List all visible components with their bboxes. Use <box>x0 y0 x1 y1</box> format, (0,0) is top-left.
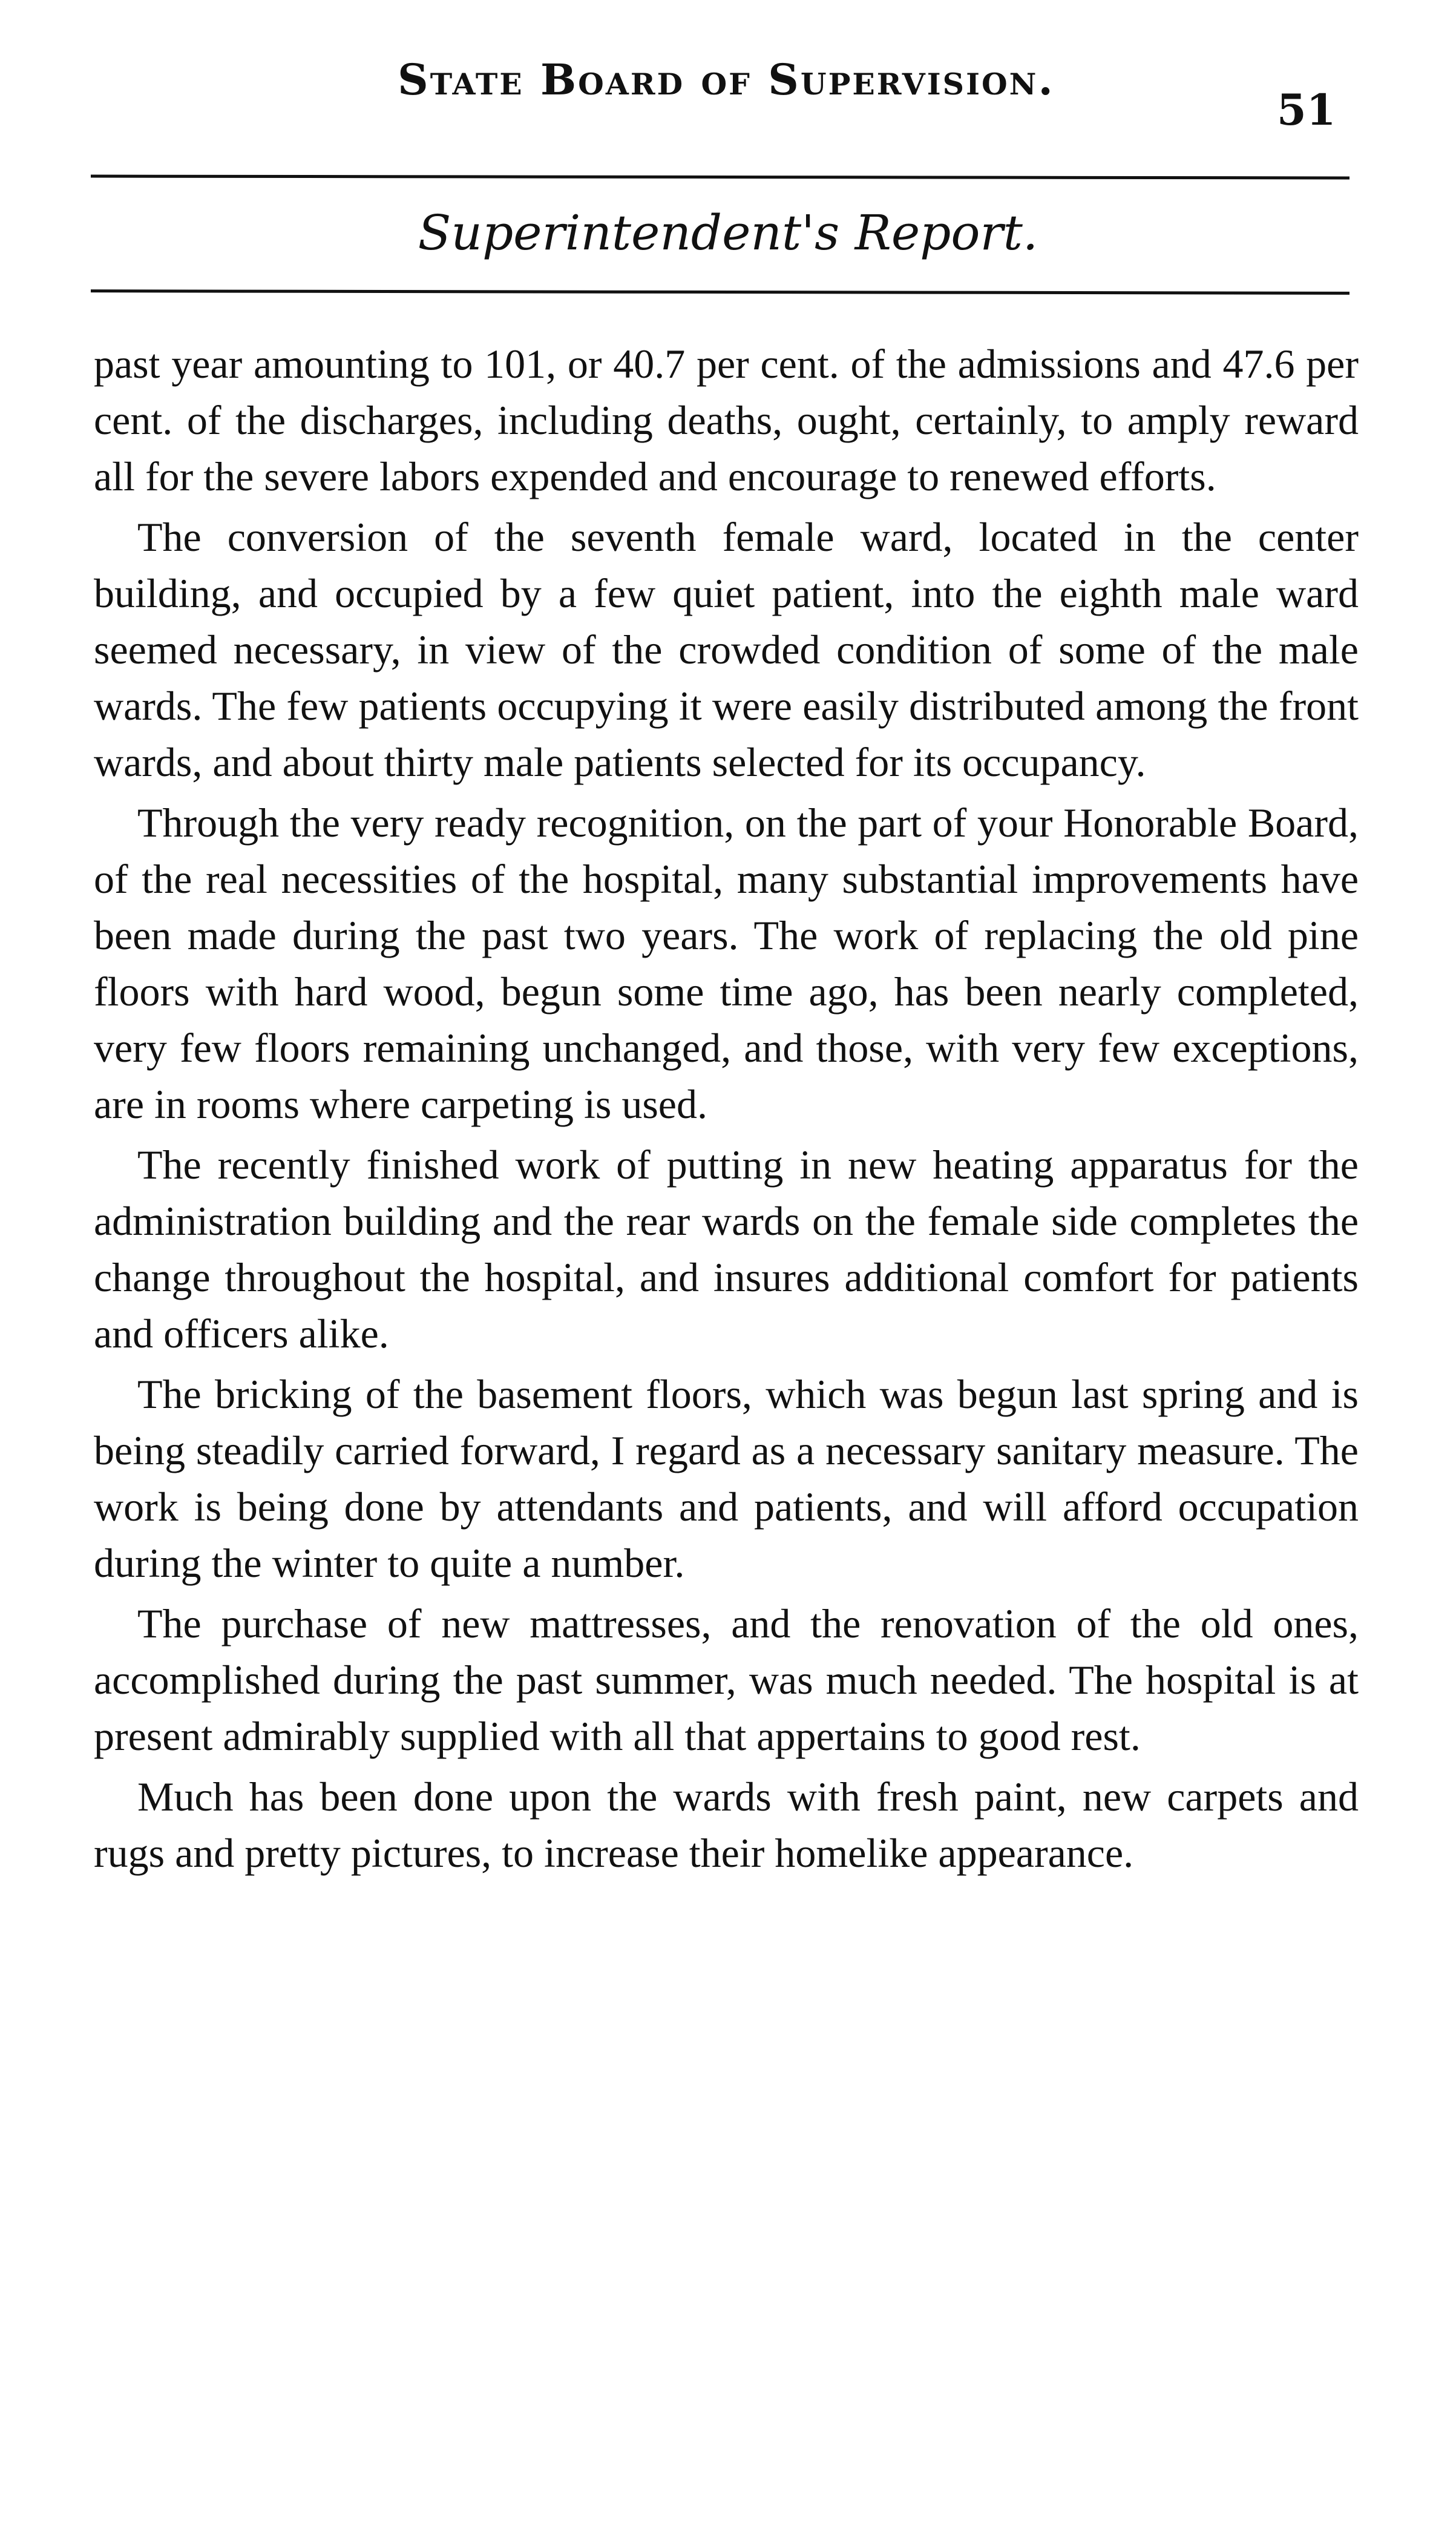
page-number: 51 <box>1277 85 1336 135</box>
paragraph-basement-floors: The bricking of the basement floors, which was begun last spring and is being steadily carried forward, I regard as a necessary sanitary measure. The work is being done by attendants and patients, and will afford occupation during the winter to quite a number. <box>94 1371 1359 1586</box>
paragraph-ward-conversion: The conversion of the seventh female ward, located in the center building, and occupied by a few quiet patient, into the eighth male ward seemed necessary, in view of the crowded condition of some of the male wards. The few patients occupying it were easily distributed among the front wards, and about thirty male patients selected for its occupancy. <box>94 514 1359 785</box>
top-rule <box>91 175 1349 180</box>
section-heading: Superintendent's Report. <box>418 205 1038 261</box>
body-text <box>94 336 1359 2394</box>
bottom-rule <box>91 289 1349 295</box>
paragraph-improvements: Through the very ready recognition, on the part of your Honorable Board, of the real necessities of the hospital, many substantial improvements have been made during the past two years. The work of replacing the old pine floors with hard wood, begun some time ago, has been nearly completed, very few floors remaining unchanged, and those, with very few exceptions, are in rooms where carpeting is used. <box>94 800 1359 1127</box>
running-head <box>0 54 1456 135</box>
paragraph-heating-apparatus: The recently finished work of putting in new heating apparatus for the administration building and the rear wards on the female side completes the change throughout the hospital, and insures additional comfort for patients and officers alike. <box>94 1142 1359 1357</box>
paragraph-ward-decoration: Much has been done upon the wards with fresh paint, new carpets and rugs and pretty pictures, to increase their homelike appearance. <box>94 1774 1359 1876</box>
paragraph-mattresses: The purchase of new mattresses, and the renovation of the old ones, accomplished during the past summer, was much needed. The hospital is at present admirably supplied with all that appertains to good rest. <box>94 1600 1359 1759</box>
paragraph-continuation: past year amounting to 101, or 40.7 per cent. of the admissions and 47.6 per cent. of the discharges, including deaths, ought, certainly, to amply reward all for the severe labors expended and encourage to renewed efforts. <box>94 341 1359 499</box>
running-title: State Board of Supervision. <box>398 54 1055 105</box>
